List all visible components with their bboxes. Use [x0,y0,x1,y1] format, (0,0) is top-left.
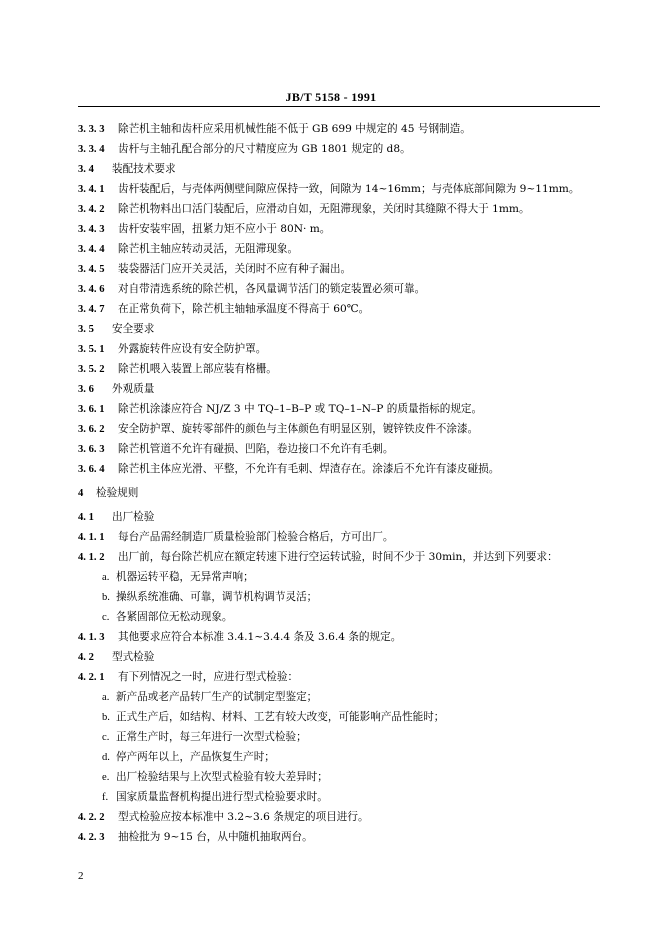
clause-number: 3. 6. 2 [78,424,105,435]
list-item [78,707,608,727]
clause-text: 抽检批为 9~15 台，从中随机抽取两台。 [118,831,313,843]
clause-text: 齿杆安装牢固，扭紧力矩不应小于 80N· m。 [118,223,331,235]
list-item-letter: c. [102,612,110,623]
clause-number: 3. 4. 5 [78,264,105,275]
clause-text: 操纵系统准确、可靠，调节机构调节灵活； [116,591,318,603]
clause-number: 3. 6. 4 [78,464,105,475]
list-item-letter: a. [102,572,110,583]
clause-line [78,547,608,567]
clause-number: 3. 6. 1 [78,404,105,415]
list-item [78,567,608,587]
clause-number: 3. 3. 4 [78,144,105,155]
list-item-letter: d. [102,752,110,763]
clause-number: 3. 4. 7 [78,304,105,315]
list-item-letter: c. [102,732,110,743]
clause-line [78,279,608,299]
clause-text: 装袋器活门应开关灵活，关闭时不应有种子漏出。 [118,263,352,275]
clause-text: 机器运转平稳，无异常声响； [116,571,254,583]
clause-line [78,239,608,259]
clause-line [78,807,608,827]
clause-line [78,379,608,399]
list-item [78,787,608,807]
clause-line [78,827,608,847]
clause-text: 除芒机物料出口活门装配后，应滑动自如，无阻滞现象，关闭时其缝隙不得大于 1mm。 [118,203,530,215]
clause-number: 4. 2. 3 [78,832,105,843]
list-item-letter: a. [102,692,110,703]
clause-number: 4. 1. 2 [78,552,105,563]
clause-number: 3. 3. 3 [78,124,105,135]
list-item [78,727,608,747]
clause-line [78,259,608,279]
clause-line [78,179,608,199]
clause-line [78,627,608,647]
clause-number: 3. 4. 1 [78,184,105,195]
clause-text: 正常生产时，每三年进行一次型式检验； [116,731,307,743]
clause-number: 4 [78,488,84,499]
clause-number: 3. 4. 6 [78,284,105,295]
clause-line [78,483,608,503]
list-item-letter: b. [102,712,110,723]
list-item [78,767,608,787]
clause-line [78,399,608,419]
clause-line [78,319,608,339]
clause-text: 型式检验应按本标准中 3.2~3.6 条规定的项目进行。 [118,811,369,823]
clause-text: 除芒机管道不允许有碰损、凹陷，卷边接口不允许有毛刺。 [118,443,394,455]
clause-text: 停产两年以上，产品恢复生产时； [116,751,275,763]
clause-line [78,419,608,439]
clause-text: 对自带清选系统的除芒机，各风量调节活门的锁定装置必须可靠。 [118,283,426,295]
clause-text: 检验规则 [96,487,139,499]
clause-text: 除芒机涂漆应符合 NJ/Z 3 中 TQ–1–B–P 或 TQ–1–N–P 的质量指标的规定。 [118,403,483,415]
clause-line [78,159,608,179]
clause-line [78,459,608,479]
clause-number: 4. 2. 1 [78,672,105,683]
clause-text: 在正常负荷下，除芒机主轴轴承温度不得高于 60℃。 [118,303,370,315]
clause-line [78,439,608,459]
clause-text: 出厂检验结果与上次型式检验有较大差异时； [116,771,328,783]
clause-number: 3. 5. 1 [78,344,105,355]
clause-line [78,219,608,239]
clause-text: 除芒机主轴和齿杆应采用机械性能不低于 GB 699 中规定的 45 号钢制造。 [118,123,471,135]
clause-text: 安全防护罩、旋转零部件的颜色与主体颜色有明显区别，镀锌铁皮件不涂漆。 [118,423,479,435]
clause-number: 3. 6. 3 [78,444,105,455]
page-number: 2 [78,870,84,882]
clause-text: 除芒机主体应光滑、平整，不允许有毛刺、焊渣存在。涂漆后不允许有漆皮碰损。 [118,463,500,475]
list-item-letter: b. [102,592,110,603]
clause-text: 新产品或老产品转厂生产的试制定型鉴定； [116,691,318,703]
clause-number: 4. 1 [78,512,94,523]
clause-number: 4. 2. 2 [78,812,105,823]
clause-text: 型式检验 [112,651,155,663]
clause-number: 3. 4. 2 [78,204,105,215]
list-item [78,587,608,607]
clause-text: 外露旋转件应设有安全防护罩。 [118,343,267,355]
clause-line [78,527,608,547]
clause-number: 3. 5. 2 [78,364,105,375]
clause-line [78,339,608,359]
clause-text: 其他要求应符合本标准 3.4.1~3.4.4 条及 3.6.4 条的规定。 [118,631,402,643]
clause-number: 4. 1. 1 [78,532,105,543]
list-item-letter: f. [102,792,109,803]
clause-text: 除芒机喂入装置上部应装有格栅。 [118,363,277,375]
clause-text: 每台产品需经制造厂质量检验部门检验合格后，方可出厂。 [118,531,394,543]
clause-number: 3. 5 [78,324,94,335]
clause-number: 3. 4. 3 [78,224,105,235]
clause-text: 有下列情况之一时，应进行型式检验： [118,671,299,683]
clause-text: 各紧固部位无松动现象。 [116,611,233,623]
list-item [78,687,608,707]
clause-text: 齿杆装配后，与壳体两侧壁间隙应保持一致，间隙为 14~16mm；与壳体底部间隙为 9~11mm。 [118,183,580,195]
clause-text: 齿杆与主轴孔配合部分的尺寸精度应为 GB 1801 规定的 d8。 [118,143,411,155]
clause-text: 出厂检验 [112,511,155,523]
clause-text: 外观质量 [112,383,155,395]
clause-number: 4. 1. 3 [78,632,105,643]
clause-line [78,359,608,379]
clause-line [78,119,608,139]
clause-line [78,507,608,527]
running-header: JB/T 5158 - 1991 [285,90,377,104]
clause-text: 装配技术要求 [112,163,176,175]
clause-line [78,299,608,319]
document-body [78,119,608,847]
clause-text: 安全要求 [112,323,155,335]
clause-text: 国家质量监督机构提出进行型式检验要求时。 [116,791,328,803]
list-item-letter: e. [102,772,110,783]
clause-line [78,199,608,219]
clause-number: 3. 4 [78,164,94,175]
clause-text: 出厂前，每台除芒机应在额定转速下进行空运转试验，时间不少于 30min，并达到下列要求： [118,551,558,563]
clause-text: 除芒机主轴应转动灵活，无阻滞现象。 [118,243,299,255]
clause-number: 4. 2 [78,652,94,663]
clause-line [78,667,608,687]
clause-number: 3. 4. 4 [78,244,105,255]
clause-text: 正式生产后，如结构、材料、工艺有较大改变，可能影响产品性能时； [116,711,445,723]
list-item [78,747,608,767]
header-rule [78,106,600,107]
clause-line [78,647,608,667]
clause-number: 3. 6 [78,384,94,395]
list-item [78,607,608,627]
clause-line [78,139,608,159]
